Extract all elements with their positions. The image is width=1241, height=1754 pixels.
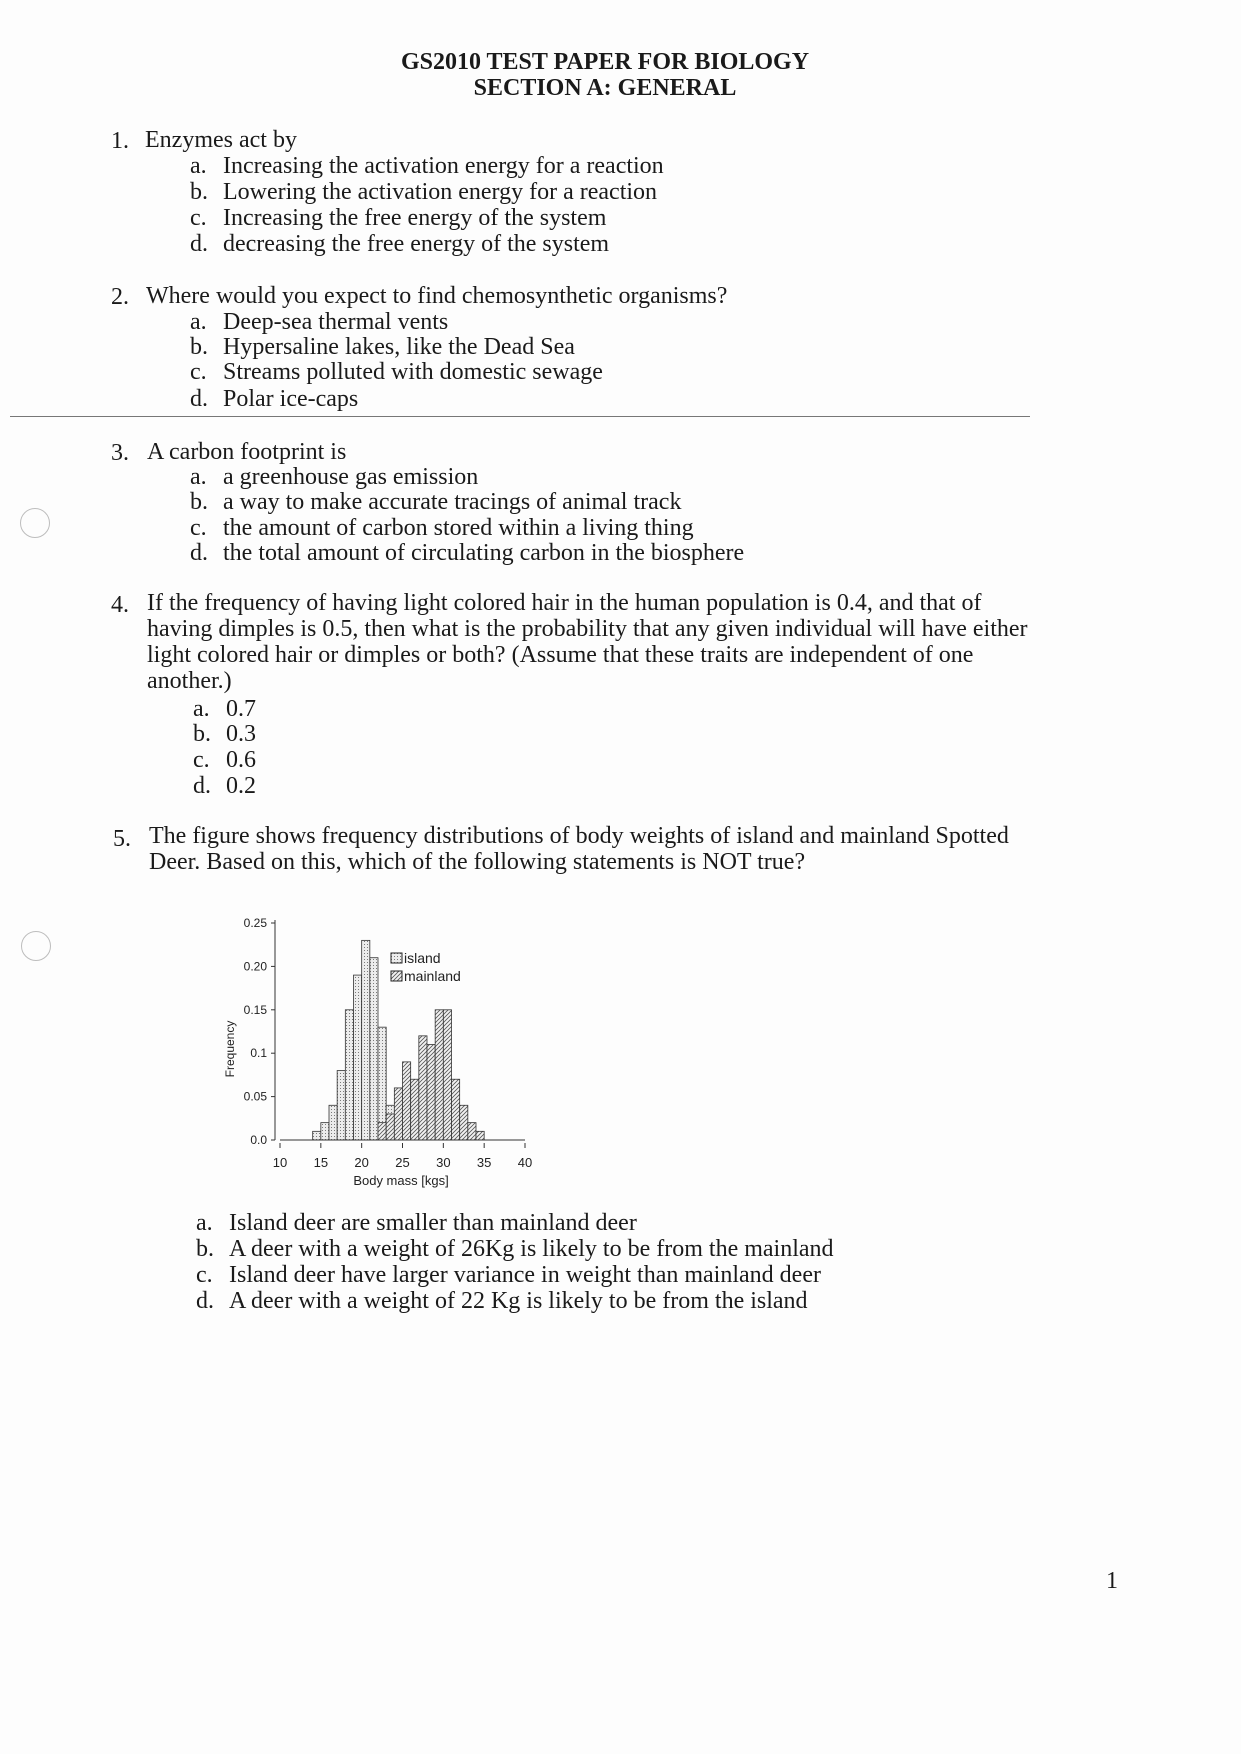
island-bar-16 [329,1105,337,1140]
question-2-option-a[interactable]: a. Deep-sea thermal vents [190,309,449,335]
island-bar-20 [362,940,370,1140]
question-3-option-c[interactable]: c. the amount of carbon stored within a living thing [190,515,694,541]
body-mass-histogram [205,905,555,1205]
question-5-option-c[interactable]: c. Island deer have larger variance in weight than mainland deer [196,1262,821,1288]
y-tick-label: 0.25 [243,916,267,930]
strike-through-line [10,416,1030,417]
punch-hole-top [20,508,50,538]
legend-mainland-label: mainland [404,968,461,984]
question-1-option-b[interactable]: b. Lowering the activation energy for a reaction [190,179,658,205]
y-tick-label: 0.20 [243,959,267,974]
question-5-text-line-2: Deer. Based on this, which of the following statements is NOT true? [149,849,806,875]
question-2-option-d[interactable]: d. Polar ice-caps [190,386,359,412]
question-2-option-c[interactable]: c. Streams polluted with domestic sewage [190,359,603,385]
paper-title: GS2010 TEST PAPER FOR BIOLOGY [400,49,810,75]
x-tick-label: 10 [272,1155,288,1170]
question-3-number: 3. [111,440,129,466]
question-4-text-line-2: having dimples is 0.5, then what is the probability that any given individual will have either [147,616,1028,642]
question-4-text-line-4: another.) [147,668,232,694]
mainland-bar-33 [468,1123,476,1140]
question-5-option-b[interactable]: b. A deer with a weight of 26Kg is likely to be from the mainland [196,1236,834,1262]
y-tick-label: 0.05 [243,1089,267,1104]
question-5-option-d[interactable]: d. A deer with a weight of 22 Kg is likely to be from the island [196,1288,808,1314]
y-tick-label: 0.0 [250,1133,267,1147]
x-tick-label: 20 [354,1155,369,1170]
question-5-text-line-1: The figure shows frequency distributions of body weights of island and mainland Spotted [149,823,1009,849]
question-5-option-a[interactable]: a. Island deer are smaller than mainland deer [196,1210,637,1236]
island-bar-19 [354,975,362,1140]
legend-island-label: island [404,950,441,966]
question-3-option-a[interactable]: a. a greenhouse gas emission [190,464,479,490]
question-4-option-b[interactable]: b. 0.3 [193,721,256,747]
x-tick-label: 15 [313,1155,329,1170]
question-4-option-d[interactable]: d. 0.2 [193,773,256,799]
mainland-bar-28 [427,1045,435,1140]
question-4-option-a[interactable]: a. 0.7 [193,696,256,722]
chart-legend [391,950,461,984]
question-1-number: 1. [111,128,129,154]
question-5-number: 5. [113,826,131,852]
island-bar-14 [313,1131,321,1140]
x-tick-label: 40 [517,1155,533,1170]
question-4-text-line-3: light colored hair or dimples or both? (Assume that these traits are independent of one [147,642,974,668]
x-axis-label: Body mass [kgs] [353,1173,449,1188]
mainland-bar-29 [435,1010,443,1140]
question-3-text: A carbon footprint is [147,439,347,465]
mainland-bar-25 [403,1062,411,1140]
mainland-bar-31 [452,1079,460,1140]
punch-hole-bottom [21,931,51,961]
y-axis-label: Frequency [223,1020,237,1078]
x-tick-label: 35 [476,1155,492,1170]
mainland-bar-26 [411,1079,419,1140]
page-number: 1 [1106,1568,1118,1594]
section-title: SECTION A: GENERAL [473,75,737,101]
y-tick-label: 0.15 [243,1002,267,1017]
legend-mainland-swatch [391,971,402,981]
island-bar-15 [321,1123,329,1140]
question-2-text: Where would you expect to find chemosynthetic organisms? [146,283,728,309]
question-1-option-d[interactable]: d. decreasing the free energy of the system [190,231,610,257]
island-bar-17 [337,1071,345,1140]
island-bar-18 [345,1010,353,1140]
question-1-option-c[interactable]: c. Increasing the free energy of the system [190,205,607,231]
mainland-bar-32 [460,1105,468,1140]
island-bar-21 [370,958,378,1140]
question-4-text-line-1: If the frequency of having light colored hair in the human population is 0.4, and that of [147,590,982,616]
question-1-option-a[interactable]: a. Increasing the activation energy for a reaction [190,153,664,179]
question-4-option-c[interactable]: c. 0.6 [193,747,256,773]
mainland-bar-34 [476,1131,484,1140]
mainland-bar-23 [386,1114,394,1140]
mainland-bar-22 [378,1123,386,1140]
question-1-text: Enzymes act by [145,127,297,153]
question-2-option-b[interactable]: b. Hypersaline lakes, like the Dead Sea [190,334,575,360]
mainland-bar-30 [443,1010,451,1140]
x-tick-label: 30 [436,1155,451,1170]
legend-island-swatch [391,953,402,963]
question-2-number: 2. [111,284,129,310]
mainland-bar-27 [419,1036,427,1140]
question-4-number: 4. [111,592,129,618]
x-tick-label: 25 [395,1155,410,1170]
question-3-option-b[interactable]: b. a way to make accurate tracings of animal track [190,489,682,515]
question-3-option-d[interactable]: d. the total amount of circulating carbon in the biosphere [190,540,745,566]
mainland-bar-24 [394,1088,402,1140]
y-tick-label: 0.1 [250,1046,267,1061]
